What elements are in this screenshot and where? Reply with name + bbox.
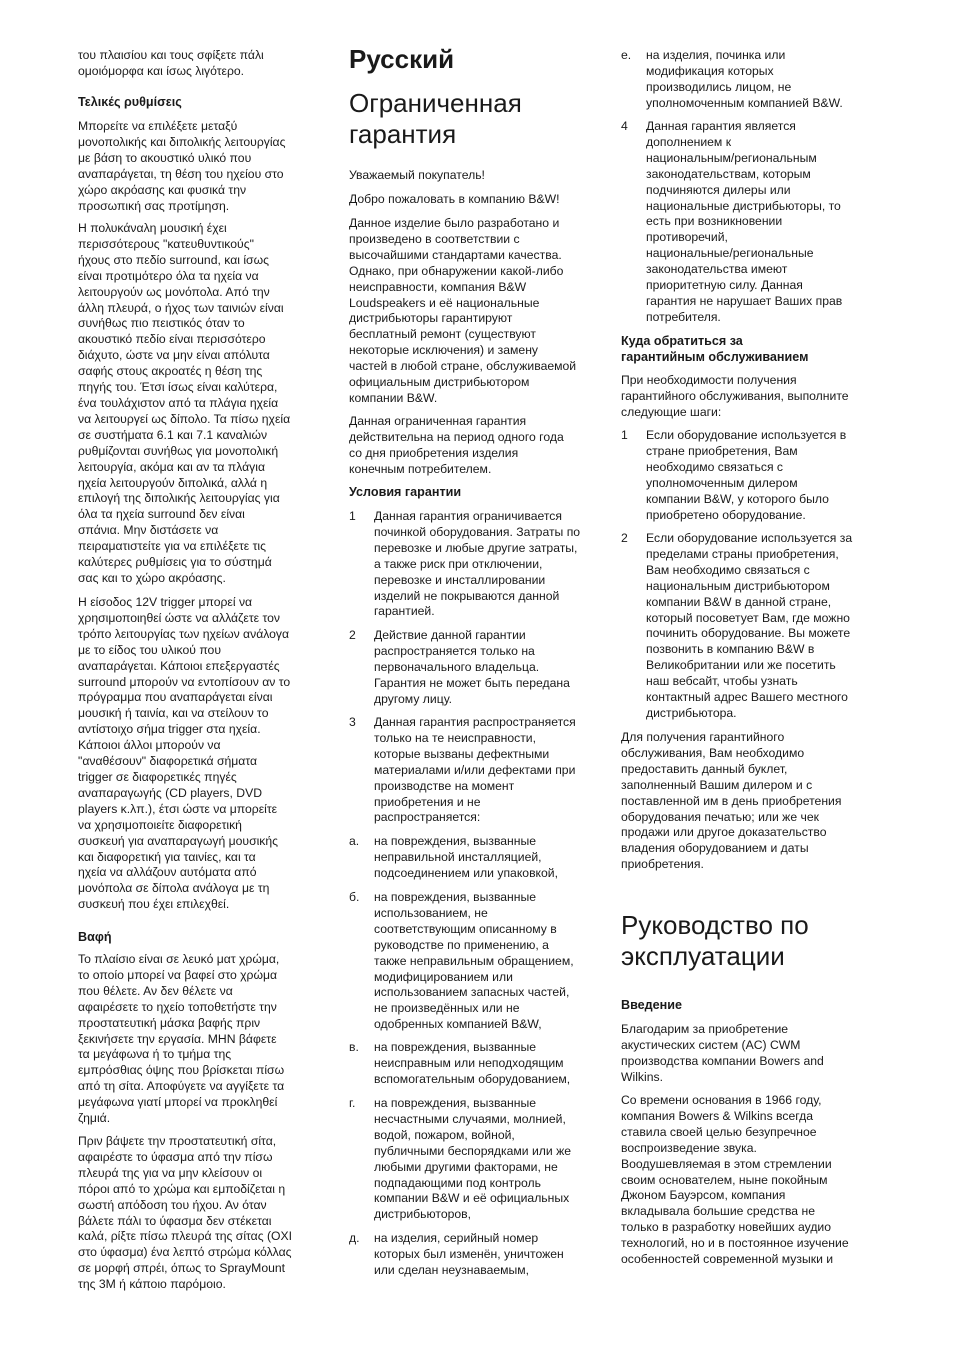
text-line: όλα τα ηχεία surround δεν είναι <box>78 507 245 522</box>
text-line: πηγής του. Έτσι ίσως είναι καλύτερα, <box>78 380 278 395</box>
text-line: λειτουργούν ως μονόπολα. Από την <box>78 284 270 299</box>
text-line: гарантийного обслуживания, выполните <box>621 388 849 403</box>
list-number: 1 <box>349 509 356 523</box>
text-line: на изделия, починка или <box>646 48 786 62</box>
text-line: ομοιόμορφα και ίσως λιγότερο. <box>78 63 245 78</box>
text-line: распространяется только на <box>374 643 535 658</box>
text-line: τα μεγάφωνα ή το τμήμα της <box>78 1047 232 1062</box>
text-line: наш вебсайт, чтобы узнать <box>646 674 798 689</box>
text-line: μουσική ή ταινία, και να στείλουν το <box>78 706 269 721</box>
text-line: Η πολυκάναλη μουσική έχει <box>78 221 227 235</box>
text-line: Данная ограниченная гарантия <box>349 414 527 428</box>
text-line: surround μπορούν να εντοπίσουν αν το <box>78 674 291 689</box>
greek-final-settings-heading: Τελικές ρυθμίσεις <box>78 95 182 109</box>
list-text <box>374 509 604 620</box>
text-line: дистрибьютора. <box>646 705 737 720</box>
text-line: распространяется: <box>374 810 481 825</box>
text-line: национальные/региональные <box>646 246 814 261</box>
text-line: Η είσοδος 12V trigger μπορεί να <box>78 595 253 609</box>
terms-heading: Условия гарантии <box>349 485 462 499</box>
text-line: Для получения гарантийного <box>621 730 785 744</box>
text-line: Ограниченная <box>349 88 522 118</box>
text-line: Вам необходимо связаться с <box>646 562 810 577</box>
text-line: Πριν βάψετε την προστατευτική σίτα, <box>78 1134 277 1148</box>
service-paragraph <box>621 730 877 873</box>
list-number: в. <box>349 1040 359 1054</box>
text-line: дистрибьюторы гарантируют <box>349 311 513 326</box>
text-line: και διαφορετική για ταινίες, και τα <box>78 849 256 864</box>
warranty-intro <box>349 216 604 407</box>
text-line: trigger σε διαφορετικές πηγές <box>78 769 237 784</box>
text-line: να χρησιμοποιείτε διαφορετική <box>78 817 242 832</box>
text-line: приоритетную силу. Данная <box>646 278 803 293</box>
text-line: Если оборудование используется в <box>646 428 847 442</box>
text-line: πρόγραμμα που αναπαράγεται είναι <box>78 690 273 705</box>
text-line: есть при возникновении <box>646 214 783 229</box>
text-line: использованием запасных частей, <box>374 985 570 1000</box>
text-line: произведено в соответствии с <box>349 231 520 246</box>
greek-final-settings-p2 <box>78 221 330 587</box>
introduction-heading: Введение <box>621 998 683 1012</box>
text-line: использованием, не <box>374 905 488 920</box>
text-line: руководстве по применению, а <box>374 937 549 952</box>
text-line: τρόπο λειτουργίας των ηχείων ανάλογα <box>78 626 290 641</box>
introduction-p2 <box>621 1093 877 1268</box>
text-line: Данная гарантия ограничивается <box>374 509 562 523</box>
text-line: уполномоченным дилером <box>646 475 798 490</box>
text-line: обслуживания, Вам необходимо <box>621 745 805 760</box>
list-text <box>374 628 604 708</box>
text-line: которых был изменён, уничтожен <box>374 1246 564 1261</box>
text-line: национальным дистрибьютором <box>646 578 830 593</box>
text-line: со дня приобретения изделия <box>349 445 519 460</box>
text-line: заполненный Вашим дилером и с <box>621 777 813 792</box>
text-line: καλά, ρίξτε πίσω πλευρά της σίτας (ΟΧΙ <box>78 1229 293 1244</box>
text-line: конечным потребителем. <box>349 461 492 476</box>
text-line: на изделия, серийный номер <box>374 1231 539 1245</box>
text-line: гарантия не нарушает Ваших прав <box>646 293 843 308</box>
text-line: πόροι από το χρώμα και εμποδίζεται η <box>78 1181 286 1196</box>
text-line: να λειτουργεί ως δίπολο. Τα πίσω ηχεία <box>78 411 291 426</box>
text-line: Благодарим за приобретение <box>621 1022 789 1036</box>
text-line: σας και το χώρο ακρόασης. <box>78 570 226 585</box>
text-line: неправильной инсталляцией, <box>374 849 542 864</box>
text-line: а также риск при отключении, <box>374 556 543 571</box>
text-line: на повреждения, вызванные <box>374 834 537 848</box>
text-line: χρησιμοποιηθεί ώστε να αλλάζετε τον <box>78 610 281 625</box>
text-line: изделий не покрываются данной <box>374 588 560 603</box>
text-line: частей в любой стране, обслуживаемой <box>349 359 577 374</box>
list-number: б. <box>349 890 360 904</box>
text-line: первоначального владельца. <box>374 659 540 674</box>
text-line: контактный адрес Вашего местного <box>646 690 848 705</box>
text-line: модифицированием или <box>374 969 513 984</box>
text-line: подсоединением или упаковкой, <box>374 865 558 880</box>
text-line: неисправным или неподходящим <box>374 1055 564 1070</box>
text-line: действительна на период одного года <box>349 429 564 444</box>
text-line: одобренных компанией B&W, <box>374 1017 542 1032</box>
text-line: περισσότερους "κατευθυντικούς" <box>78 236 254 251</box>
greek-paint-p2 <box>78 1134 330 1293</box>
list-number: 3 <box>349 715 356 729</box>
text-line: διάχυτο, ώστε να μην είναι απόλυτα <box>78 348 270 363</box>
warranty-title <box>349 88 522 150</box>
text-line: ξεκινήσετε την εργασία. ΜΗΝ βάφετε <box>78 1031 277 1046</box>
text-line: вкладывала большие средства не <box>621 1204 815 1219</box>
text-line: компания Bowers & Wilkins всегда <box>621 1108 814 1123</box>
list-text <box>374 715 604 826</box>
text-line: воспроизведение звука. <box>621 1140 757 1155</box>
list-number: г. <box>349 1096 356 1110</box>
text-line: λειτουργία, ακόμα και αν τα πλάγια <box>78 459 265 474</box>
text-line: Μπορείτε να επιλέξετε μεταξύ <box>78 119 238 133</box>
text-line: не произведённых или не <box>374 1001 520 1016</box>
text-line: ставила своей целью безупречное <box>621 1124 817 1139</box>
text-line: Если оборудование используется за <box>646 531 853 545</box>
text-line: ήχους στο πεδίο surround, και ίσως <box>78 252 269 267</box>
text-line: αφαιρέστε το ύφασμα από την πίσω <box>78 1149 273 1164</box>
text-line: μονοπολικής και διπολικής λειτουργίας <box>78 134 286 149</box>
text-line: Данное изделие было разработано и <box>349 216 560 230</box>
text-line: είναι προτιμότερο όλα τα ηχεία να <box>78 268 259 283</box>
text-line: приобретения и не <box>374 794 481 809</box>
text-line: Джоном Бауэрсом, компания <box>621 1188 786 1203</box>
text-line: προστατευτική μάσκα βαφής πριν <box>78 1015 261 1030</box>
text-line: позвонить в компанию B&W в <box>646 642 815 657</box>
text-line: αναπαραγωγής (CD players, DVD <box>78 785 263 800</box>
greek-final-settings-p1 <box>78 119 330 214</box>
list-text <box>646 48 877 112</box>
text-line: технологий, но и в постоянное изучение <box>621 1236 849 1251</box>
text-line: από τη σίτα. Αποφύγετε να αγγίξετε τα <box>78 1079 285 1094</box>
text-line: Великобритании или же посетить <box>646 658 836 673</box>
text-line: ρυθμίζονται συνήθως για μονοπολική <box>78 443 279 458</box>
text-line: Данная гарантия является <box>646 119 796 133</box>
list-number: 4 <box>621 119 628 133</box>
text-line: πλευρά της για να μην κλείσουν οι <box>78 1165 263 1180</box>
text-line: другому лицу. <box>374 691 452 706</box>
text-line: στο ύφασμα) ένα λεπτό στρώμα κόλλας <box>78 1245 292 1260</box>
warranty-validity <box>349 414 604 478</box>
service-intro <box>621 373 877 421</box>
text-line: оборудования печатью; или же чек <box>621 809 819 824</box>
text-line: players κ.λπ.), έτσι ώστε να μπορείτε <box>78 801 278 816</box>
text-line: βάλετε πάλι το ύφασμα δεν στέκεται <box>78 1213 272 1228</box>
greek-final-settings-p3 <box>78 595 330 913</box>
text-line: только на те неисправности, <box>374 730 536 745</box>
text-line: Wilkins. <box>621 1069 663 1084</box>
list-text <box>646 531 877 722</box>
welcome: Добро пожаловать в компанию B&W! <box>349 192 560 206</box>
text-line: продажи или другое доказательство <box>621 825 827 840</box>
list-text <box>374 1040 604 1088</box>
text-line: αντίστοιχο σήμα trigger στα ηχεία. <box>78 722 261 737</box>
text-line: Гарантия не может быть передана <box>374 675 570 690</box>
text-line: владения оборудованием и даты <box>621 841 809 856</box>
list-number: 2 <box>349 628 356 642</box>
text-line: или сделан неузнаваемым, <box>374 1262 530 1277</box>
text-line: бесплатный ремонт (существуют <box>349 327 536 342</box>
text-line: Loudspeakers и её национальные <box>349 295 540 310</box>
text-line: συνήθως πιο πειστικός όταν το <box>78 316 245 331</box>
text-line: официальным дистрибьютором <box>349 375 530 390</box>
text-line: уполномоченным компанией B&W. <box>646 95 843 110</box>
text-line: που θέλετε. Αν δεν θέλετε να <box>78 983 233 998</box>
text-line: своим основателем, ныне покойным <box>621 1172 828 1187</box>
introduction-p1 <box>621 1022 877 1086</box>
text-line: поставленной им в день приобретения <box>621 793 842 808</box>
text-line: перевозке и любые другие затраты, <box>374 540 578 555</box>
text-line: σαφής στους ακροατές η θέση της <box>78 364 263 379</box>
list-text <box>374 1231 604 1279</box>
text-line: χώρο ακρόασης και φυσικά την <box>78 182 247 197</box>
text-line: εμπρόσθιας όψης που βρίσκεται πίσω <box>78 1063 285 1078</box>
text-line: противоречий, <box>646 230 728 245</box>
text-line: σπάνια. Μην διστάσετε να <box>78 523 219 538</box>
text-line: который посоветует Вам, где можно <box>646 610 850 625</box>
text-line: της 3M ή κάποιο παρόμοιο. <box>78 1277 226 1292</box>
text-line: Κάποιοι άλλοι μπορούν να <box>78 738 221 753</box>
manual-title <box>621 910 809 972</box>
text-line: починить оборудование. Вы можете <box>646 626 851 641</box>
list-number: е. <box>621 48 632 62</box>
text-line: акустических систем (AC) CWM <box>621 1037 801 1052</box>
text-line: водой, пожаром, войной, <box>374 1127 515 1142</box>
text-line: следующие шаги: <box>621 404 722 419</box>
text-line: пределами страны приобретения, <box>646 546 839 561</box>
text-line: модификация которых <box>646 63 774 78</box>
greek-intro-tail <box>78 48 330 80</box>
text-line: приобретения. <box>621 857 704 872</box>
text-line: Однако, при обнаружении какой-либо <box>349 263 564 278</box>
text-line: Руководство по <box>621 910 809 940</box>
list-text <box>646 428 877 523</box>
text-line: законодательствам, которым <box>646 166 811 181</box>
text-line: ένα τουλάχιστον από τα πλάγια ηχεία <box>78 395 279 410</box>
list-text <box>374 1096 604 1223</box>
text-line: неисправности, компания B&W <box>349 279 527 294</box>
text-line: на повреждения, вызванные <box>374 890 537 904</box>
text-line: Действие данной гарантии <box>374 628 526 642</box>
text-line: приобретено оборудование. <box>646 507 806 522</box>
greek-paint-p1 <box>78 952 330 1127</box>
list-number: а. <box>349 834 360 848</box>
text-line: стране приобретения, Вам <box>646 443 798 458</box>
text-line: производились лицом, не <box>646 79 792 94</box>
text-line: συσκευή που έχει επιλεχθεί. <box>78 897 230 912</box>
text-line: подчиняются дилеры или <box>646 182 791 197</box>
text-line: законодательства имеют <box>646 262 788 277</box>
text-line: которые вызваны дефектными <box>374 746 550 761</box>
text-line: производства компании Bowers and <box>621 1053 824 1068</box>
text-line: предоставить данный буклет, <box>621 761 788 776</box>
text-line: некоторые исключения) и замену <box>349 343 539 358</box>
text-line: Данная гарантия распространяется <box>374 715 576 729</box>
text-line: компании B&W. <box>349 390 438 405</box>
text-line: το οποίο μπορεί να βαφεί στο χρώμα <box>78 967 278 982</box>
text-line: гарантией. <box>374 604 435 619</box>
text-line: επιλογή της διπολικής λειτουργίας για <box>78 491 280 506</box>
list-text <box>374 834 604 882</box>
text-line: πειραματιστείτε για να επιλέξετε τις <box>78 539 266 554</box>
text-line: необходимо связаться с <box>646 459 784 474</box>
text-line: αναπαράγεται, τη θέση του ηχείου στο <box>78 166 284 181</box>
text-line: συσκευή για αναπαραγωγή μουσικής <box>78 833 279 848</box>
text-line: σε μορφή σπρέι, όπως το SprayMount <box>78 1261 286 1276</box>
text-line: Το πλαίσιο είναι σε λευκό ματ χρώμα, <box>78 952 280 966</box>
text-line: национальным/региональным <box>646 150 817 165</box>
text-line: άλλη πλευρά, ο ήχος των ταινιών είναι <box>78 300 284 315</box>
text-line: σε συστήματα 6.1 και 7.1 καναλιών <box>78 427 268 442</box>
list-number: д. <box>349 1231 360 1245</box>
text-line: προσωπική σας προτίμηση. <box>78 198 230 213</box>
text-line: компании B&W в данной стране, <box>646 594 832 609</box>
text-line: несчастными случаями, молнией, <box>374 1111 566 1126</box>
text-line: эксплуатации <box>621 941 785 971</box>
service-heading <box>621 333 877 365</box>
text-line: вспомогательным оборудованием, <box>374 1071 571 1086</box>
text-line: гарантия <box>349 119 457 149</box>
text-line: подпадающими под контроль <box>374 1175 541 1190</box>
text-line: производстве на момент <box>374 778 515 793</box>
text-line: национальные дистрибьюторы, то <box>646 198 841 213</box>
text-line: гарантийным обслуживанием <box>621 350 809 364</box>
text-line: потребителя. <box>646 309 721 324</box>
greeting: Уважаемый покупатель! <box>349 168 485 182</box>
text-line: перевозке и инсталлировании <box>374 572 546 587</box>
text-line: Куда обратиться за <box>621 334 743 348</box>
text-line: του πλαισίου και τους σφίξετε πάλι <box>78 48 264 62</box>
text-line: на повреждения, вызванные <box>374 1040 537 1054</box>
text-line: При необходимости получения <box>621 373 797 387</box>
text-line: только в разработку новейших аудио <box>621 1220 832 1235</box>
list-text <box>374 890 604 1033</box>
text-line: на повреждения, вызванные <box>374 1096 537 1110</box>
text-line: дистрибьюторов, <box>374 1207 472 1222</box>
text-line: также неправильным обращением, <box>374 953 574 968</box>
text-line: высочайшими стандартами качества. <box>349 247 562 262</box>
list-number: 2 <box>621 531 628 545</box>
text-line: "αναθέσουν" διαφορετικά σήματα <box>78 754 258 769</box>
text-line: μεγάφωνα γιατί μπορεί να προκληθεί <box>78 1095 278 1110</box>
list-text <box>646 119 877 326</box>
text-line: καλύτερες ρυθμίσεις για το σύστημά <box>78 555 272 570</box>
text-line: αφαιρέσετε το ηχείο τοποθετήστε την <box>78 999 277 1014</box>
text-line: особенностей современной музыки и <box>621 1252 834 1267</box>
text-line: любыми другими факторами, не <box>374 1159 558 1174</box>
text-line: με το είδος του υλικού που <box>78 642 222 657</box>
text-line: ηχεία λειτουργούν διπολικά, αλλά η <box>78 475 268 490</box>
text-line: дополнением к <box>646 134 732 149</box>
text-line: соответствующим описанному в <box>374 921 557 936</box>
text-line: ακουστικό πεδίο είναι περισσότερο <box>78 332 266 347</box>
text-line: публичными беспорядками или же <box>374 1143 572 1158</box>
greek-paint-heading: Βαφή <box>78 930 112 944</box>
text-line: починкой оборудования. Затраты по <box>374 524 581 539</box>
text-line: σωστή απόδοση του ήχου. Αν όταν <box>78 1197 267 1212</box>
text-line: Воодушевляемая в этом стремлении <box>621 1156 832 1171</box>
text-line: ζημιά. <box>78 1111 111 1126</box>
list-number: 1 <box>621 428 628 442</box>
text-line: αναπαράγεται. Κάποιοι επεξεργαστές <box>78 658 280 673</box>
text-line: ηχεία να αλλάζουν αυτόματα από <box>78 865 257 880</box>
text-line: компании B&W и её официальных <box>374 1191 570 1206</box>
text-line: материалами и/или дефектами при <box>374 762 576 777</box>
text-line: Со времени основания в 1966 году, <box>621 1093 822 1107</box>
text-line: με βάση το ακουστικό υλικό που <box>78 150 252 165</box>
text-line: компании B&W, у которого было <box>646 491 829 506</box>
text-line: μονόπολα σε δίπολα ανάλογα με τη <box>78 881 270 896</box>
language-title: Русский <box>349 44 455 74</box>
